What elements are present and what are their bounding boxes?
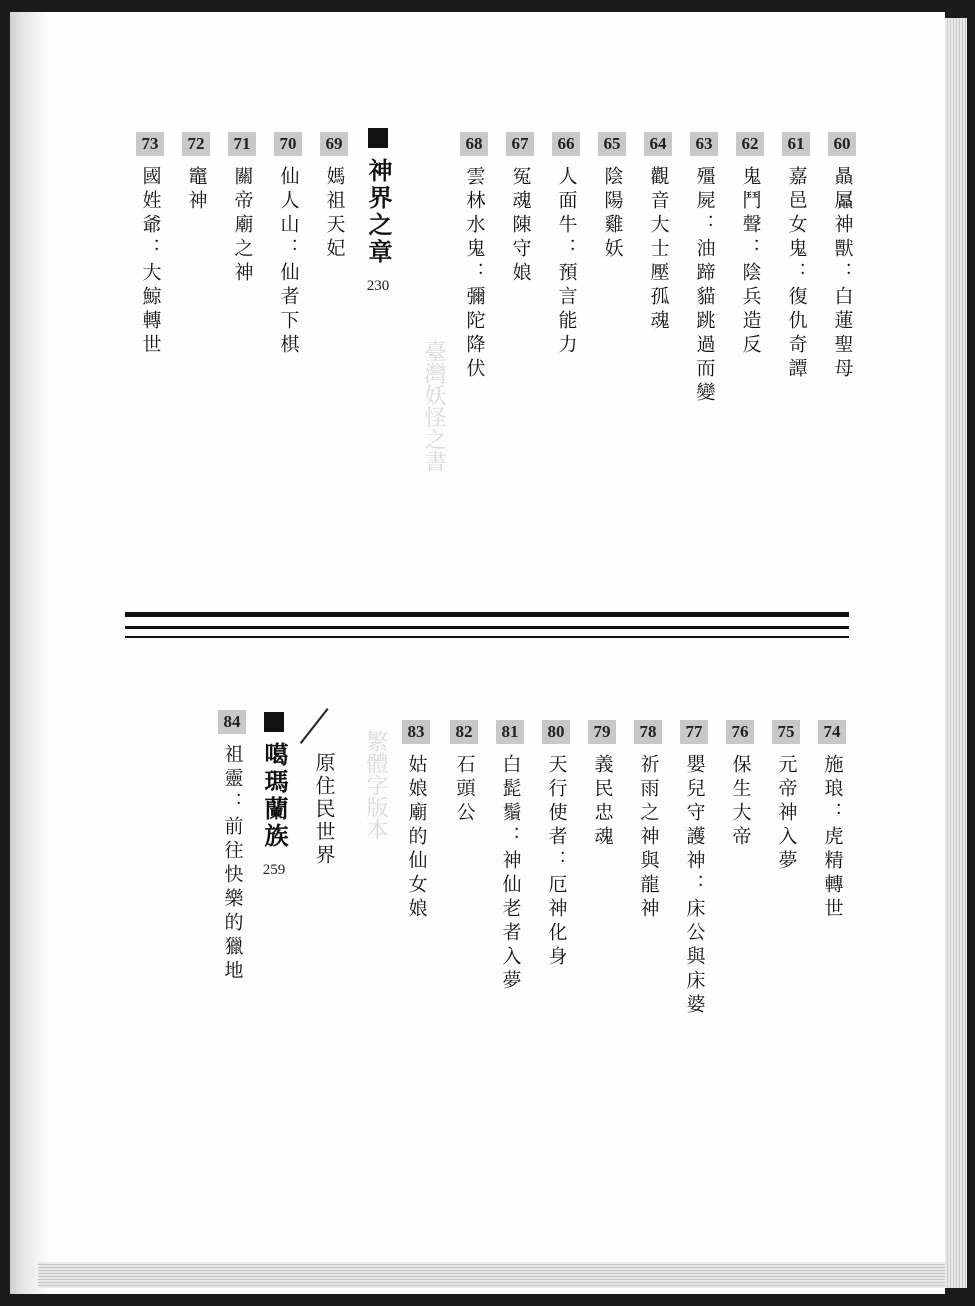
chapter-page-number: 230 <box>366 278 390 294</box>
entry-number: 64 <box>644 132 672 156</box>
entry-number: 68 <box>460 132 488 156</box>
toc-entry[interactable] <box>588 720 616 850</box>
entry-title: 天行使者：厄神化身 <box>545 754 568 970</box>
toc-entry[interactable] <box>772 720 800 874</box>
toc-entry[interactable] <box>460 132 488 382</box>
page-edge-right <box>945 18 967 1288</box>
entry-number: 73 <box>136 132 164 156</box>
toc-entry[interactable] <box>496 720 524 994</box>
toc-entry[interactable] <box>736 132 764 358</box>
entry-title: 義民忠魂 <box>591 754 614 850</box>
entry-title: 鬼鬥聲：陰兵造反 <box>739 166 762 358</box>
entry-number: 79 <box>588 720 616 744</box>
section-divider-line <box>125 612 849 617</box>
entry-number: 75 <box>772 720 800 744</box>
entry-title: 姑娘廟的仙女娘 <box>405 754 428 922</box>
chapter-title: 神界之章 <box>364 158 392 266</box>
entry-title: 石頭公 <box>453 754 476 826</box>
chapter-heading[interactable] <box>364 128 392 295</box>
entry-title: 仙人山：仙者下棋 <box>277 166 300 358</box>
entry-number: 70 <box>274 132 302 156</box>
entry-number: 80 <box>542 720 570 744</box>
entry-number: 63 <box>690 132 718 156</box>
entry-title: 嬰兒守護神：床公與床婆 <box>683 754 706 1018</box>
toc-entry[interactable] <box>552 132 580 358</box>
toc-entry[interactable] <box>274 132 302 358</box>
section-divider-line <box>125 636 849 638</box>
toc-entry[interactable] <box>818 720 846 922</box>
chapter-title: 噶瑪蘭族 <box>260 742 288 850</box>
toc-entry[interactable] <box>680 720 708 1018</box>
entry-title: 關帝廟之神 <box>231 166 254 286</box>
section-label <box>312 708 336 867</box>
entry-number: 72 <box>182 132 210 156</box>
entry-number: 67 <box>506 132 534 156</box>
entry-number: 82 <box>450 720 478 744</box>
entry-title: 冤魂陳守娘 <box>509 166 532 286</box>
section-label-text: 原住民世界 <box>312 752 336 867</box>
entry-number: 69 <box>320 132 348 156</box>
section-divider-line <box>125 626 849 629</box>
chapter-square-icon <box>368 128 388 148</box>
entry-title: 雲林水鬼：彌陀降伏 <box>463 166 486 382</box>
entry-title: 祈雨之神與龍神 <box>637 754 660 922</box>
toc-entry[interactable] <box>644 132 672 334</box>
book-spine-shadow <box>10 12 48 1294</box>
toc-entry[interactable] <box>450 720 478 826</box>
toc-entry[interactable] <box>402 720 430 922</box>
entry-title: 元帝神入夢 <box>775 754 798 874</box>
toc-entry[interactable] <box>690 132 718 406</box>
entry-number: 76 <box>726 720 754 744</box>
entry-number: 84 <box>218 710 246 734</box>
entry-title: 贔屭神獸：白蓮聖母 <box>831 166 854 382</box>
slash-mark <box>321 708 327 750</box>
toc-entry[interactable] <box>828 132 856 382</box>
show-through-text: 繁體字版本 <box>363 730 388 840</box>
entry-title: 陰陽雞妖 <box>601 166 624 262</box>
entry-title: 祖靈：前往快樂的獵地 <box>221 744 244 984</box>
toc-entry[interactable] <box>136 132 164 358</box>
entry-number: 60 <box>828 132 856 156</box>
entry-title: 白髭鬚：神仙老者入夢 <box>499 754 522 994</box>
entry-title: 人面牛：預言能力 <box>555 166 578 358</box>
toc-entry[interactable] <box>218 710 246 984</box>
entry-title: 殭屍：油蹄貓跳過而變 <box>693 166 716 406</box>
toc-entry[interactable] <box>782 132 810 382</box>
entry-number: 81 <box>496 720 524 744</box>
entry-title: 媽祖天妃 <box>323 166 346 262</box>
entry-title: 觀音大士壓孤魂 <box>647 166 670 334</box>
chapter-page-number: 259 <box>262 862 286 878</box>
toc-entry[interactable] <box>598 132 626 262</box>
toc-entry[interactable] <box>726 720 754 850</box>
entry-number: 61 <box>782 132 810 156</box>
entry-number: 71 <box>228 132 256 156</box>
entry-title: 竈神 <box>185 166 208 214</box>
entry-number: 74 <box>818 720 846 744</box>
chapter-square-icon <box>264 712 284 732</box>
entry-number: 78 <box>634 720 662 744</box>
entry-title: 嘉邑女鬼：復仇奇譚 <box>785 166 808 382</box>
toc-entry[interactable] <box>506 132 534 286</box>
entry-number: 83 <box>402 720 430 744</box>
entry-title: 國姓爺：大鯨轉世 <box>139 166 162 358</box>
chapter-heading[interactable] <box>260 712 288 879</box>
entry-title: 保生大帝 <box>729 754 752 850</box>
toc-entry[interactable] <box>228 132 256 286</box>
toc-entry[interactable] <box>634 720 662 922</box>
entry-number: 65 <box>598 132 626 156</box>
toc-entry[interactable] <box>182 132 210 214</box>
page-edge-bottom <box>38 1262 945 1288</box>
entry-title: 施琅：虎精轉世 <box>821 754 844 922</box>
toc-entry[interactable] <box>320 132 348 262</box>
show-through-text: 臺灣妖怪之書 <box>421 340 446 472</box>
entry-number: 66 <box>552 132 580 156</box>
entry-number: 77 <box>680 720 708 744</box>
entry-number: 62 <box>736 132 764 156</box>
toc-entry[interactable] <box>542 720 570 970</box>
